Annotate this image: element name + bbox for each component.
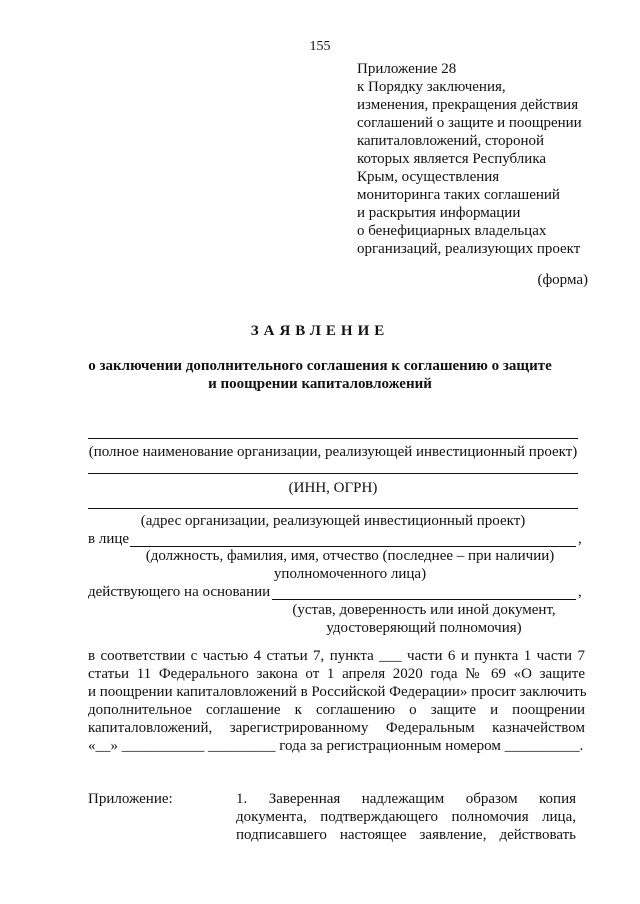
document-subtitle xyxy=(80,357,560,393)
paragraph-line: капиталовложений, зарегистрированному Федеральным казначейством xyxy=(88,720,585,736)
address-caption: (адрес организации, реализующей инвестиционный проект) xyxy=(140,513,526,529)
appendix-line: о бенефициарных владельцах xyxy=(357,223,547,239)
appendix-line: мониторинга таких соглашений xyxy=(357,187,560,203)
paragraph-line: и поощрении капиталовложений в Российской Федерации» просит заключить xyxy=(88,684,587,700)
appendix-header xyxy=(357,60,627,258)
basis-caption: (устав, доверенность или иной документ, xyxy=(292,602,556,618)
appendix-line: организаций, реализующих проект xyxy=(357,241,581,257)
appendix-line: к Порядку заключения, xyxy=(357,79,506,95)
attachment-line: подписавшего настоящее заявление, действовать xyxy=(236,827,576,843)
inn-ogrn-caption: (ИНН, ОГРН) xyxy=(288,480,378,496)
attachment-line: 1. Заверенная надлежащим образом копия xyxy=(236,791,576,807)
org-name-caption: (полное наименование организации, реализующей инвестиционный проект) xyxy=(88,444,578,460)
person-caption-2: уполномоченного лица) xyxy=(273,566,427,582)
appendix-line: Приложение 28 xyxy=(357,61,457,77)
address-line[interactable] xyxy=(88,492,578,509)
appendix-line: капиталовложений, стороной xyxy=(357,133,545,149)
paragraph-line: дополнительное соглашение к соглашению о защите и поощрении xyxy=(88,702,585,718)
form-note: (форма) xyxy=(537,272,588,288)
org-name-line[interactable] xyxy=(88,422,578,439)
attachment-line: документа, подтверждающего полномочия лица, xyxy=(236,809,576,825)
paragraph-line: «__» ___________ _________ года за регистрационным номером __________. xyxy=(88,738,584,754)
person-caption: (должность, фамилия, имя, отчество (последнее – при наличии) xyxy=(145,548,555,564)
attachments-label: Приложение: xyxy=(88,791,173,807)
in-person-label: в лице xyxy=(88,531,130,547)
in-person-line[interactable] xyxy=(130,530,576,547)
appendix-line: Крым, осуществления xyxy=(357,169,500,185)
basis-comma: , xyxy=(578,584,582,600)
appendix-line: соглашений о защите и поощрении xyxy=(357,115,582,131)
paragraph-line: статьи 11 Федерального закона от 1 апреля 2020 года № 69 «О защите xyxy=(88,666,585,682)
document-title: ЗАЯВЛЕНИЕ xyxy=(250,323,390,339)
basis-label: действующего на основании xyxy=(88,584,271,600)
basis-caption-2: удостоверяющий полномочия) xyxy=(326,620,522,636)
appendix-line: изменения, прекращения действия xyxy=(357,97,579,113)
paragraph-line: в соответствии с частью 4 статьи 7, пункта ___ части 6 и пункта 1 части 7 xyxy=(88,648,585,664)
in-person-comma: , xyxy=(578,531,582,547)
page-number: 155 xyxy=(309,39,331,54)
subtitle-line: о заключении дополнительного соглашения к соглашению о защите xyxy=(88,358,552,374)
basis-line[interactable] xyxy=(272,583,576,600)
request-paragraph xyxy=(88,647,585,755)
inn-ogrn-line[interactable] xyxy=(88,457,578,474)
appendix-line: которых является Республика xyxy=(357,151,547,167)
subtitle-line: и поощрении капиталовложений xyxy=(208,376,432,392)
appendix-line: и раскрытия информации xyxy=(357,205,521,221)
attachment-item-1 xyxy=(236,790,576,844)
